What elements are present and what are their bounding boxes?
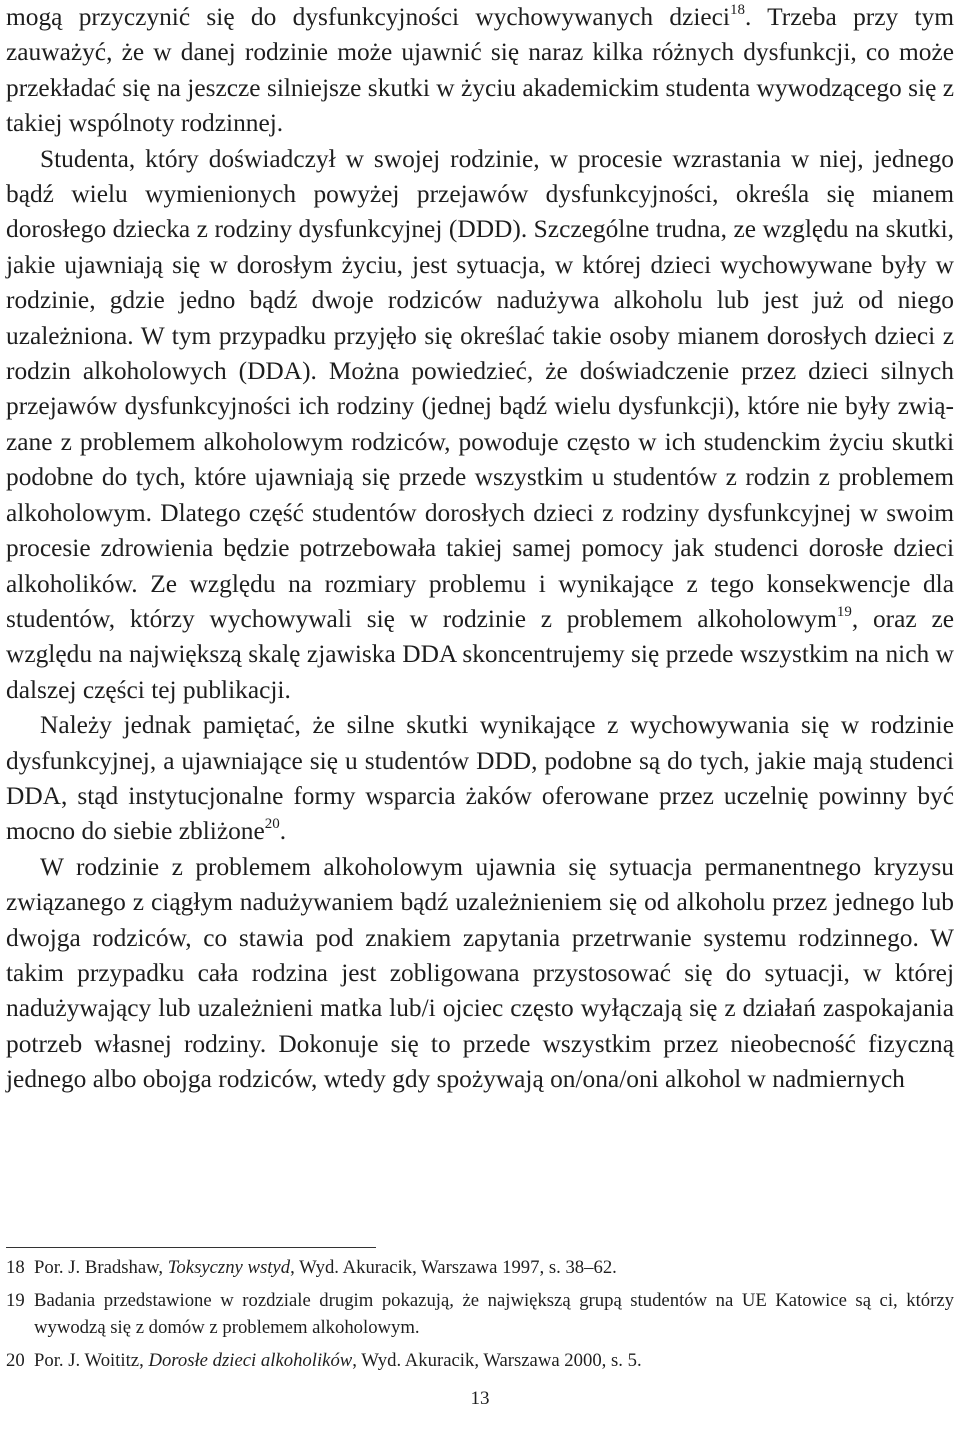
footnote-book-title: Dorosłe dzieci alkoholików <box>148 1350 353 1371</box>
paragraph-4 <box>6 850 954 1098</box>
footnote-number: 20 <box>6 1350 25 1371</box>
footnote-ref-19[interactable]: 19 <box>836 603 852 620</box>
footnote-number: 19 <box>6 1290 25 1311</box>
footnote-publisher: , Wyd. Akuracik, Warszawa 1997, s. 38–62. <box>290 1257 617 1278</box>
footnote-publisher: , Wyd. Akuracik, Warszawa 2000, s. 5. <box>352 1350 642 1371</box>
footnote-citation: Por. J. Bradshaw, <box>34 1257 168 1278</box>
footnote-separator <box>6 1247 376 1248</box>
paragraph-3 <box>6 708 954 850</box>
footnote-number: 18 <box>6 1257 25 1278</box>
page-number: 13 <box>470 1388 490 1409</box>
footnote-18 <box>6 1254 954 1281</box>
footnote-19 <box>6 1287 954 1341</box>
page-body <box>6 0 954 1098</box>
footnote-ref-18[interactable]: 18 <box>729 2 745 18</box>
footnote-text: Badania przedstawione w rozdziale drugim pokazują, że największą grupą studentów na UE Katowice są ci, którzy wywodzą się z domów z problemem alkoholowym. <box>34 1290 954 1338</box>
main-text <box>6 0 954 1098</box>
footnote-book-title: Toksyczny wstyd <box>167 1257 291 1278</box>
paragraph-1 <box>6 0 954 142</box>
footnote-text <box>34 1254 954 1281</box>
footnote-20 <box>6 1347 954 1374</box>
paragraph-2 <box>6 142 954 709</box>
footnotes <box>6 1254 954 1380</box>
footnote-ref-20[interactable]: 20 <box>264 816 280 833</box>
paragraph-1-text-continued: . Trzeba przy tym zauważyć, że w danej rodzinie może ujawnić się naraz kilka różnych dysfunkcji, co może przekładać się na jeszcze silniejsze skutki w życiu akademickim studenta wywodzącego się z takiej wspólnoty rodzinnej. <box>6 3 955 138</box>
paragraph-3-text: Należy jednak pamiętać, że silne skutki wynikające z wychowywania się w rodzinie dysfunkcyjnej, a ujawniające się u studentów DDD, podobne są do tych, jakie mają studenci DDA, stąd instytucjonalne formy wsparcia żaków oferowane przez uczelnię powinny być mocno do siebie zbliżone <box>6 711 954 846</box>
paragraph-1-text: mogą przyczynić się do dysfunkcyjności wychowywanych dzieci <box>6 3 730 31</box>
paragraph-4-text: W rodzinie z problemem alkoholowym ujawnia się sytuacja permanentnego kryzysu związanego z ciągłym nadużywaniem bądź uzależnieniem się od alkoholu przez jednego lub dwojga rodziców, co stawia pod znakiem zapytania przetrwanie systemu rodzinnego. W takim przypadku cała rodzina jest zobligowana przystosować się do sytuacji, w której nadużywający lub uzależnieni matka lub/i ojciec często wyłączają się z działań zaspokajania potrzeb własnej rodziny. Dokonuje się to przede wszystkim przez nieobecność fizyczną jednego albo obojga rodziców, wtedy gdy spożywają on/ona/oni alkohol w nadmiernych <box>6 852 954 1094</box>
footnote-citation: Por. J. Woititz, <box>34 1350 149 1371</box>
paragraph-2-text: Studenta, który doświadczył w swojej rodzinie, w procesie wzrastania w niej, jednego bądź wielu wymienionych powyżej przejawów dysfunkcyjności, określa się mianem dorosłego dziecka z rodziny dysfunkcyjnej (DDD). Szczególne trudna, ze względu na skutki, jakie ujawniają się w dorosłym życiu, jest sytuacja, w której dzieci wychowywane były w rodzinie, gdzie jedno bądź dwoje rodziców nadużywa alkoholu lub jest już od niego uzależniona. W tym przypadku przyjęło się określać takie osoby mianem dorosłych dzieci z rodzin alkoholowych (DDA). Można powiedzieć, że doświadczenie przez dzieci silnych przejawów dysfunkcyjności ich rodziny (jednej bądź wielu dysfunkcji), które nie były związane z problemem alkoholowym rodziców, powoduje często w ich studenckim życiu skutki podobne do tych, które ujawniają się przede wszystkim u studentów z rodzin z problemem alkoholowym. Dlatego część studentów dorosłych dzieci z rodziny dysfunkcyjnej w swoim procesie zdrowienia będzie potrzebowała takiej samej pomocy jak studenci dorosłe dzieci alkoholików. Ze względu na rozmiary problemu i wynikające z tego konsekwencje dla studentów, którzy wychowywali się w rodzinie z problemem alkoholowym <box>6 144 954 633</box>
footnote-text <box>34 1347 954 1374</box>
paragraph-3-text-end: . <box>279 817 287 846</box>
paragraph-2-text-continued: , oraz ze względu na największą skalę zjawiska DDA skoncentrujemy się przede wszystkim na nich w dalszej części tej publikacji. <box>6 604 954 704</box>
